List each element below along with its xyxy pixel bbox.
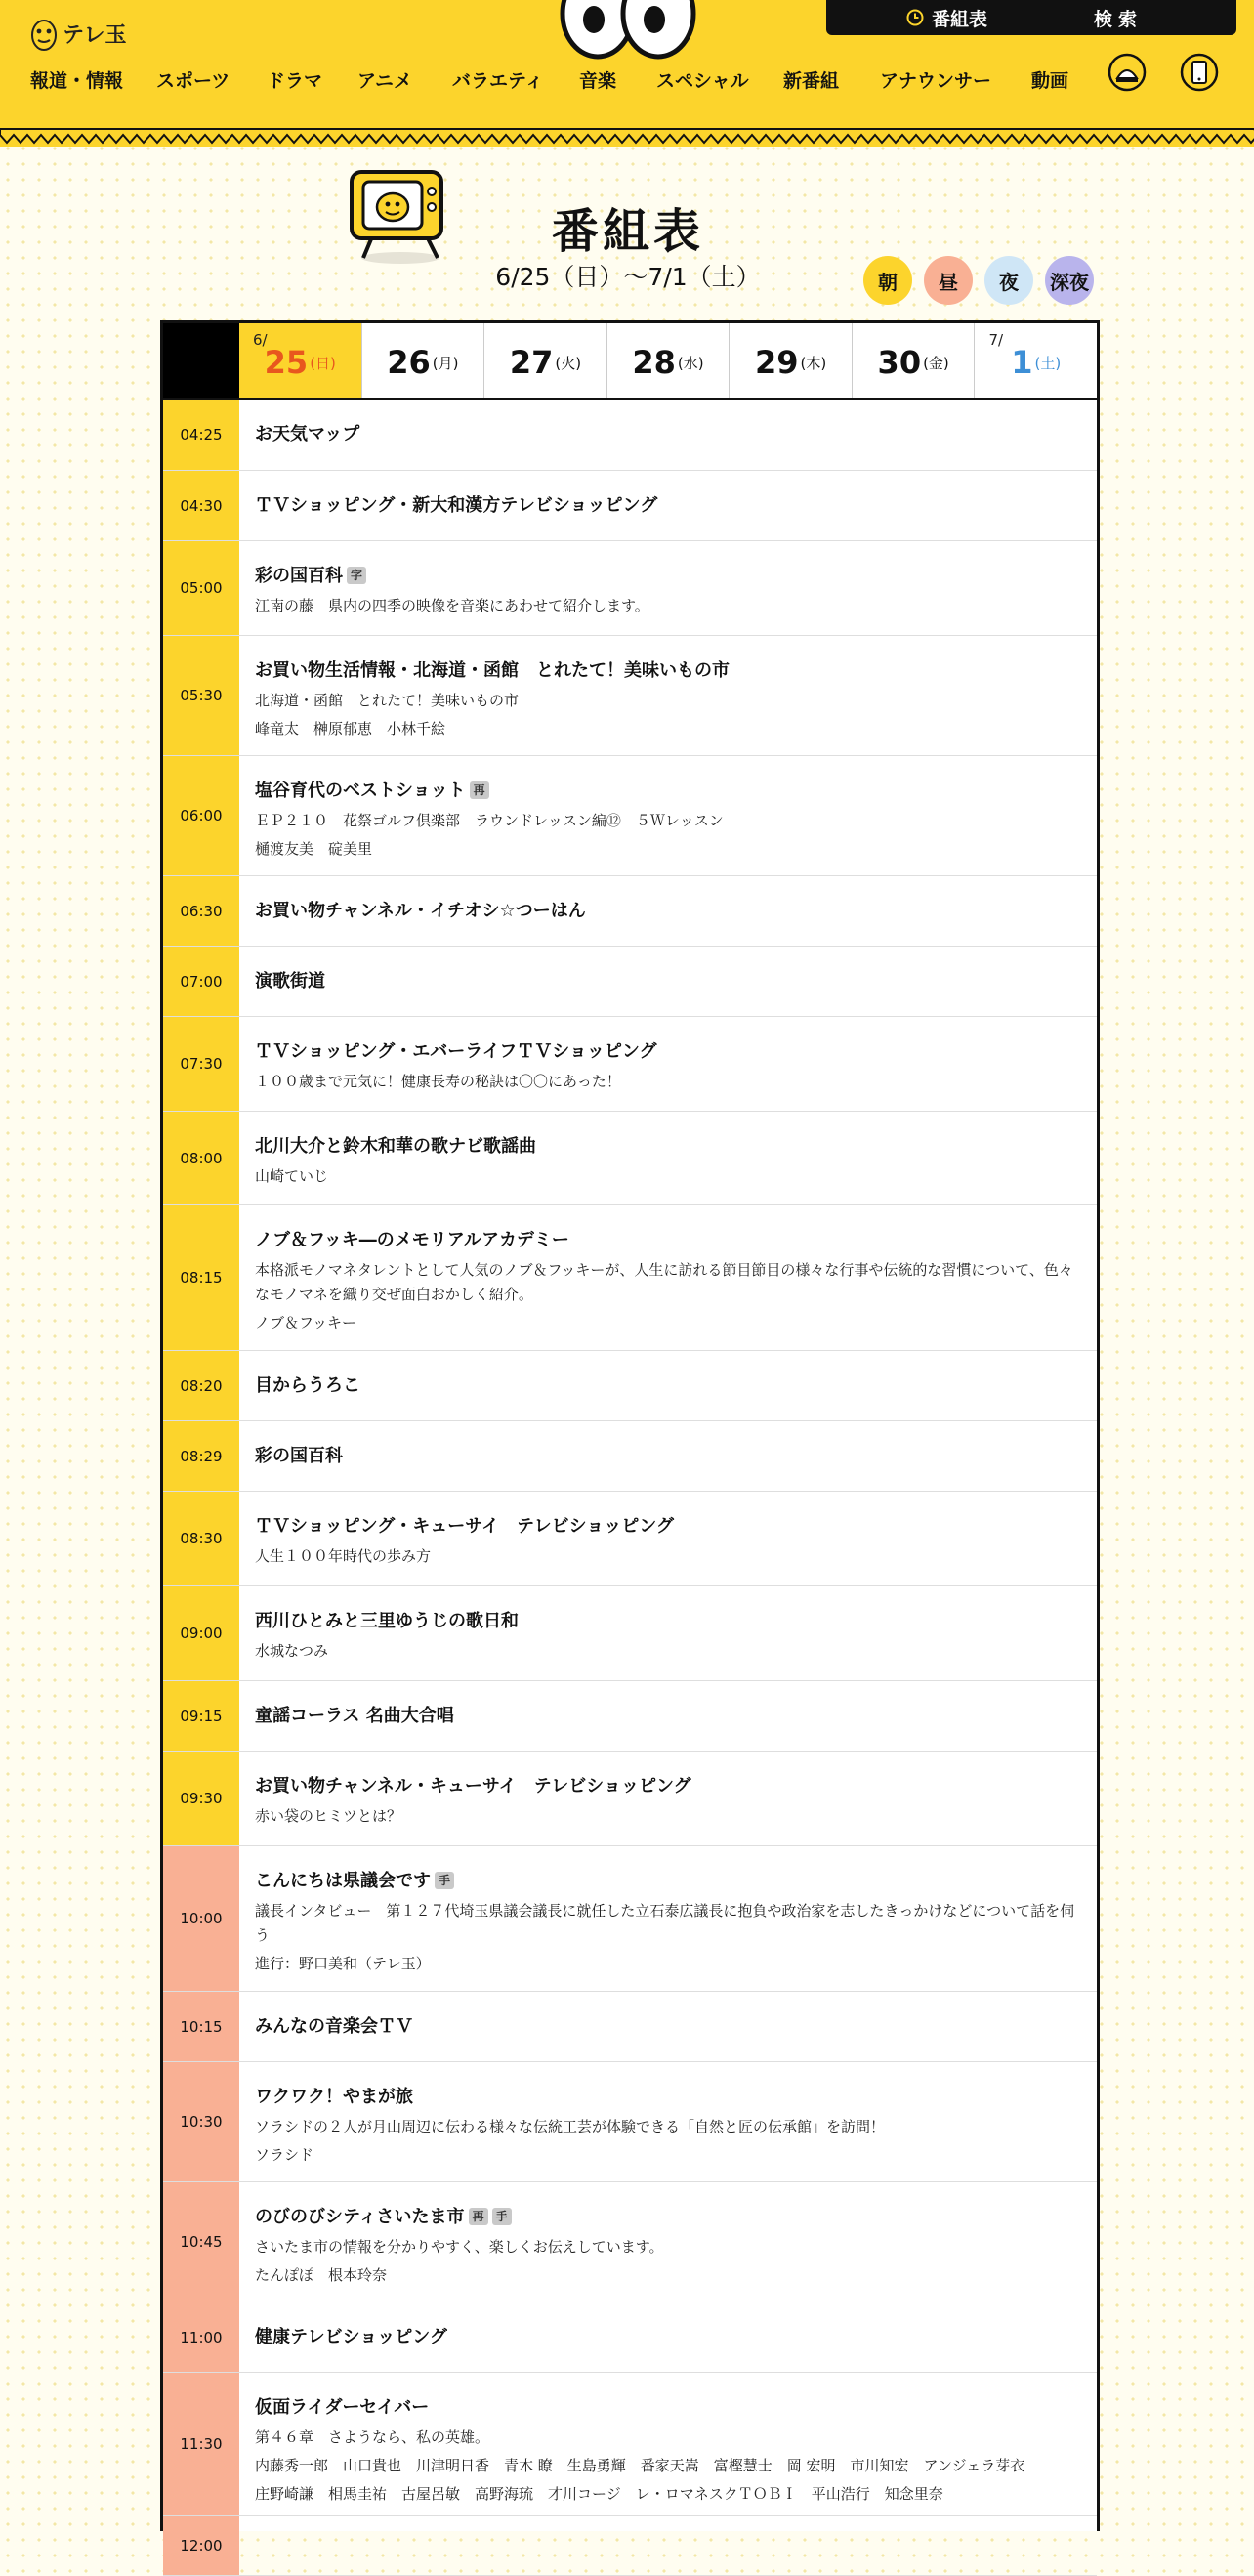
program-title-text: みんなの音楽会ＴＶ [255,2016,413,2037]
schedule-link[interactable] [906,5,987,31]
program-description: 議長インタビュー 第１２７代埼玉県議会議長に就任した立石泰広議長に抱負や政治家を志したきっかけなどについて話を伺う [255,1902,1075,1944]
program-title-text: ワクワク！やまが旅 [255,2087,413,2107]
day-of-week: (金) [923,354,949,372]
site-logo[interactable] [29,14,127,53]
program-row[interactable] [163,1492,1097,1586]
program-title-text: ＴＶショッピング・新大和漢方テレビショッピング [255,495,658,516]
program-title[interactable] [255,2013,1081,2041]
site-header [0,0,1254,147]
program-row[interactable] [163,947,1097,1017]
header-zigzag-edge [0,129,1254,148]
program-title[interactable] [255,1513,1081,1541]
program-description: ソラシドの２人が月山周辺に伝わる様々な伝統工芸が体験できる「自然と匠の伝承館」を訪問！ [255,2118,886,2135]
nav-anime[interactable]: アニメ [357,70,413,92]
program-row[interactable] [163,1752,1097,1846]
program-info [239,2516,1097,2575]
program-title-text: こんにちは県議会です [255,1871,431,1891]
program-row[interactable] [163,2373,1097,2516]
period-morning-button[interactable]: 朝 [863,256,912,305]
program-row[interactable] [163,1586,1097,1681]
nav-videos[interactable]: 動画 [1031,70,1069,92]
day-tab[interactable] [483,323,606,398]
program-title[interactable] [255,2204,1081,2231]
program-description: ノブ＆フッキー [255,1314,356,1331]
program-info [239,876,1097,946]
program-row[interactable] [163,2182,1097,2302]
search-link[interactable] [1094,5,1143,31]
nav-announcers[interactable]: アナウンサー [880,70,992,92]
schedule-link-label: 番組表 [932,8,988,30]
program-title-text: お買い物チャンネル・イチオシ☆つーはん [255,901,586,921]
program-info [239,1017,1097,1111]
program-info [239,471,1097,540]
program-info [239,947,1097,1016]
program-info [239,1752,1097,1845]
program-time: 04:25 [163,400,239,470]
period-daytime-button[interactable]: 昼 [924,256,973,305]
program-row[interactable] [163,2302,1097,2373]
program-info [239,1681,1097,1751]
program-time: 07:00 [163,947,239,1016]
program-time: 06:30 [163,876,239,946]
program-time: 05:00 [163,541,239,635]
program-row[interactable] [163,2062,1097,2182]
nav-news[interactable]: 報道・情報 [30,70,124,92]
logo-text: テレ玉 [63,22,127,48]
program-title[interactable] [255,2324,1081,2351]
nav-sports[interactable]: スポーツ [156,70,230,92]
program-description: 人生１００年時代の歩み方 [255,1547,432,1565]
program-row[interactable] [163,1017,1097,1112]
period-evening-button[interactable]: 夜 [984,256,1033,305]
program-time: 10:30 [163,2062,239,2181]
program-time: 04:30 [163,471,239,540]
program-time: 11:00 [163,2302,239,2372]
program-time: 09:30 [163,1752,239,1845]
tv-mascot-icon [344,164,453,266]
day-tab[interactable] [852,323,975,398]
period-late-night-button[interactable]: 深夜 [1045,256,1094,305]
search-link-label: 検索 [1094,8,1144,30]
teletama-juku-icon[interactable] [1108,53,1147,92]
day-tab[interactable] [729,323,852,398]
page-title: 番組表 [551,204,704,259]
nav-special[interactable]: スペシャル [656,70,749,92]
day-of-week: (土) [1034,354,1062,372]
program-info [239,756,1097,875]
program-title[interactable] [255,2084,1081,2111]
program-title-text: 西川ひとみと三里ゆうじの歌日和 [255,1611,519,1631]
program-title-text: ＴＶショッピング・エバーライフＴＶショッピング [255,1041,657,1062]
program-description: 樋渡友美 碇美里 [255,840,373,858]
program-title-text: 北川大介と鈴木和華の歌ナビ歌謡曲 [255,1136,536,1157]
program-time: 08:15 [163,1205,239,1350]
program-info [239,1421,1097,1491]
program-title[interactable] [255,1227,1081,1254]
day-of-week: (木) [800,354,827,372]
program-title[interactable] [255,1372,1081,1400]
nav-variety[interactable]: バラエティ [452,70,544,92]
program-badge: 手 [492,2208,512,2225]
program-title[interactable] [255,778,1081,805]
program-description: 水城なつみ [255,1642,329,1660]
program-info [239,541,1097,635]
day-number: 28 [632,344,676,381]
teletama-mascot-icon [29,14,59,53]
program-title[interactable] [255,898,1081,925]
program-description: ＥＰ２１０ 花祭ゴルフ倶楽部 ラウンドレッスン編⑫ ５Ｗレッスン [255,812,724,829]
day-number: 1 [1011,344,1033,381]
program-info [239,1492,1097,1585]
day-number: 29 [754,344,799,381]
program-title-text: ＴＶショッピング・キューサイ テレビショッピング [255,1516,674,1537]
program-title[interactable] [255,1773,1081,1800]
program-row[interactable] [163,756,1097,876]
mobile-app-icon[interactable] [1180,53,1219,92]
global-nav [0,61,1254,96]
program-time: 06:00 [163,756,239,875]
program-title-text: 童謡コーラス 名曲大合唱 [255,1706,454,1726]
program-time: 11:30 [163,2373,239,2515]
program-info [239,1351,1097,1420]
program-title-text: 彩の国百科 [255,1446,343,1466]
day-number: 27 [509,344,554,381]
program-row[interactable] [163,1205,1097,1351]
day-tab[interactable] [606,323,730,398]
program-title[interactable] [255,563,1081,590]
program-description: 山崎ていじ [255,1167,329,1185]
program-title-text: 健康テレビショッピング [255,2327,447,2347]
program-time: 08:29 [163,1421,239,1491]
program-time: 12:00 [163,2516,239,2575]
program-time: 09:00 [163,1586,239,1680]
program-time: 10:00 [163,1846,239,1991]
program-description: 進行：野口美和（テレ玉） [255,1955,431,1972]
program-description: 第４６章 さようなら、私の英雄。 [255,2428,490,2446]
program-title-text: 仮面ライダーセイバー [255,2397,430,2418]
program-description: さいたま市の情報を分かりやすく、楽しくお伝えしています。 [255,2238,664,2256]
program-time: 05:30 [163,636,239,755]
program-row[interactable] [163,1421,1097,1492]
day-number: 30 [877,344,922,381]
program-title-text: ノブ＆フッキ―のメモリアルアカデミー [255,1230,569,1250]
program-description: 庄野崎謙 相馬圭祐 古屋呂敏 高野海琉 才川コージ レ・ロマネスクＴＯＢＩ 平山浩行 知念里奈 [255,2485,943,2503]
program-title[interactable] [255,1868,1081,1895]
program-description: 峰竜太 榊原郁恵 小林千絵 [255,720,446,738]
day-header-corner [163,323,239,398]
program-row[interactable] [163,876,1097,947]
program-schedule [160,320,1100,2555]
program-info [239,1112,1097,1204]
program-info [239,2182,1097,2302]
program-title-text: 目からうろこ [255,1375,360,1396]
day-tab[interactable] [361,323,484,398]
day-tabs [163,323,1097,400]
program-title[interactable] [255,1133,1081,1161]
program-title[interactable] [255,1608,1081,1635]
nav-music[interactable]: 音楽 [579,70,617,92]
program-time: 08:30 [163,1492,239,1585]
program-time: 10:45 [163,2182,239,2302]
nav-drama[interactable]: ドラマ [267,70,323,92]
program-title-text: 彩の国百科 [255,566,343,586]
program-info [239,400,1097,470]
program-list [163,400,1097,2576]
program-row[interactable] [163,541,1097,636]
program-title[interactable] [255,421,1081,448]
day-month: 6/ [253,331,268,349]
day-of-week: (月) [432,354,459,372]
program-title[interactable] [255,2394,1081,2422]
program-row[interactable] [163,400,1097,471]
nav-new-programs[interactable]: 新番組 [783,70,840,92]
program-info [239,1205,1097,1350]
program-title[interactable] [255,1038,1081,1066]
program-title[interactable] [255,968,1081,995]
program-time: 08:00 [163,1112,239,1204]
program-info [239,2373,1097,2515]
program-info [239,1846,1097,1991]
day-of-week: (水) [677,354,704,372]
program-description: たんぽぽ 根本玲奈 [255,2266,388,2284]
program-title-text: 演歌街道 [255,971,325,992]
program-time: 08:20 [163,1351,239,1420]
program-badge: 再 [469,2208,488,2225]
program-title[interactable] [255,1703,1081,1730]
program-title-text: 塩谷育代のベストショット [255,781,466,801]
program-description: 江南の藤 県内の四季の映像を音楽にあわせて紹介します。 [255,597,649,614]
program-title-text: のびのびシティさいたま市 [255,2207,465,2227]
program-row[interactable] [163,2516,1097,2576]
program-info [239,636,1097,755]
program-description: １００歳まで元気に！健康長寿の秘訣は〇〇にあった！ [255,1073,621,1090]
utility-bar [826,0,1236,35]
day-of-week: (火) [555,354,582,372]
program-description: 赤い袋のヒミツとは？ [255,1807,402,1825]
program-badge: 再 [470,781,489,799]
program-row[interactable] [163,1112,1097,1205]
program-time: 10:15 [163,1992,239,2061]
program-title[interactable] [255,657,1081,685]
day-number: 25 [264,344,309,381]
mascot-eyes-icon [555,0,701,64]
day-number: 26 [387,344,431,381]
program-row[interactable] [163,1846,1097,1992]
program-title-text: お天気マップ [255,424,360,444]
program-row[interactable] [163,1681,1097,1752]
program-info [239,1992,1097,2061]
program-badge: 手 [435,1872,454,1889]
program-description: ソラシド [255,2146,314,2164]
program-time: 07:30 [163,1017,239,1111]
week-date-range: 6/25（日）～7/1（土） [495,263,761,291]
program-title[interactable] [255,1443,1081,1470]
program-description: 内藤秀一郎 山口貴也 川津明日香 青木 瞭 生島勇輝 番家天嵩 富樫慧士 岡 宏明 市川知宏 アンジェラ芽衣 [255,2457,1025,2474]
program-description: 本格派モノマネタレントとして人気のノブ＆フッキーが、人生に訪れる節目節目の様々な行事や伝統的な習慣について、色々なモノマネを織り交ぜ面白おかしく紹介。 [255,1261,1073,1303]
program-title-text: お買い物チャンネル・キューサイ テレビショッピング [255,1776,691,1796]
program-title[interactable] [255,492,1081,520]
program-row[interactable] [163,1992,1097,2062]
program-info [239,2302,1097,2372]
program-info [239,2062,1097,2181]
program-description: 北海道・函館 とれたて！美味いもの市 [255,692,520,709]
program-row[interactable] [163,1351,1097,1421]
day-tab[interactable] [974,323,1097,398]
program-info [239,1586,1097,1680]
day-month: 7/ [988,331,1004,349]
clock-icon [906,9,924,26]
program-title-text: お買い物生活情報・北海道・函館 とれたて！美味いもの市 [255,660,730,681]
program-time: 09:15 [163,1681,239,1751]
day-tab[interactable] [239,323,361,398]
program-row[interactable] [163,636,1097,756]
program-row[interactable] [163,471,1097,541]
program-badge: 字 [347,567,366,584]
day-of-week: (日) [310,354,336,372]
